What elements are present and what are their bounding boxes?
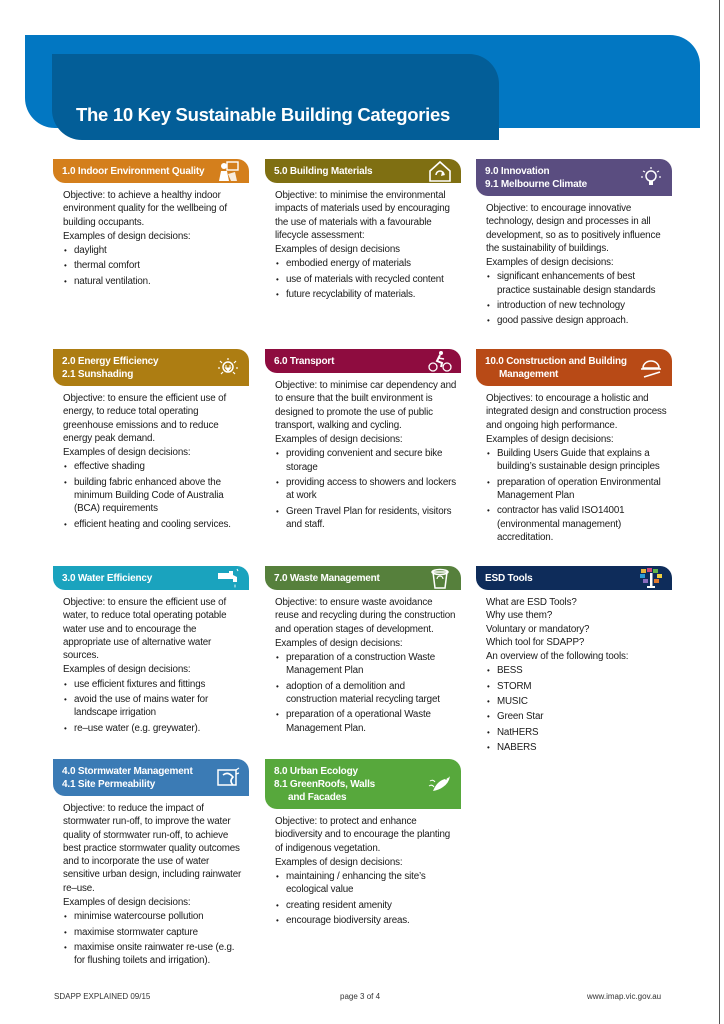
examples-label: Examples of design decisions:: [275, 637, 403, 649]
list-item: • contractor has valid ISO14001 (environmental management) accreditation.: [486, 504, 668, 544]
card-title-line: 5.0 Building Materials: [274, 166, 373, 177]
card-header: [53, 349, 249, 386]
lightbulb-icon: [638, 167, 664, 189]
list-item: • NatHERS: [486, 726, 668, 739]
esd-question: Which tool for SDAPP?: [486, 636, 585, 648]
list-item: • maximise onsite rainwater re-use (e.g. for flushing toilets and irrigation).: [63, 941, 245, 968]
footer-url[interactable]: www.imap.vic.gov.au: [587, 992, 662, 1001]
card-body: [53, 386, 249, 531]
list-item: • introduction of new technology: [486, 299, 668, 312]
card-title-line: 9.0 Innovation: [485, 166, 550, 177]
footer-left: SDAPP EXPLAINED 09/15: [54, 992, 151, 1001]
list-item: • preparation of operation Environmental Management Plan: [486, 476, 668, 503]
examples-list: [486, 270, 668, 327]
card-title-line: 4.1 Site Permeability: [62, 779, 156, 790]
list-item: • adoption of a demolition and construction material recycling target: [275, 680, 457, 707]
list-item: • effective shading: [63, 460, 245, 473]
list-item: • Green Star: [486, 710, 668, 723]
list-item: • maintaining / enhancing the site’s ecological value: [275, 870, 457, 897]
card-header: [265, 159, 461, 183]
card-objective: Objective: to achieve a healthy indoor environment quality for the wellbeing of building occupants.: [63, 190, 227, 228]
examples-label: Examples of design decisions:: [63, 664, 191, 676]
card-body: [265, 373, 461, 531]
list-item: • NABERS: [486, 741, 668, 754]
card-objective: Objective: to protect and enhance biodiversity and to encourage the planting of indigenous vegetation.: [275, 816, 451, 854]
list-item: • BESS: [486, 664, 668, 677]
examples-label: Examples of design decisions:: [63, 230, 191, 242]
list-item: • creating resident amenity: [275, 899, 457, 912]
card-title-line: 10.0 Construction and Building: [485, 356, 627, 367]
card-title-line: 8.1 GreenRoofs, Walls: [274, 779, 376, 790]
card-title-line: 8.0 Urban Ecology: [274, 766, 358, 777]
card-objective: Objective: to minimise the environmental impacts of materials used by encouraging the use of materials with a favourable lifecycle assessment:: [275, 190, 450, 241]
category-card-construction: [476, 349, 672, 546]
examples-list: [275, 447, 457, 531]
card-title-line: 9.1 Melbourne Climate: [485, 179, 587, 190]
card-body: [265, 183, 461, 301]
category-card-waste-management: [265, 566, 461, 737]
cyclist-icon: [427, 350, 453, 372]
card-header: [476, 349, 672, 386]
examples-label: Examples of design decisions:: [63, 897, 191, 909]
examples-list: [275, 651, 457, 735]
list-item: • building fabric enhanced above the minimum Building Code of Australia (BCA) requirements: [63, 476, 245, 516]
list-item: • embodied energy of materials: [275, 257, 457, 270]
list-item: • re–use water (e.g. greywater).: [63, 722, 245, 735]
card-title-line: 7.0 Waste Management: [274, 573, 380, 584]
category-card-building-materials: [265, 159, 461, 303]
card-body: [476, 386, 672, 544]
card-body: [53, 183, 249, 288]
examples-label: Examples of design decisions:: [63, 447, 191, 459]
list-item: • good passive design approach.: [486, 314, 668, 327]
list-item: • maximise stormwater capture: [63, 926, 245, 939]
tap-icon: [215, 567, 241, 589]
list-item: • daylight: [63, 244, 245, 257]
card-objective: Objective: to ensure waste avoidance reuse and recycling during the construction and operation stages of development.: [275, 597, 456, 635]
esd-question: What are ESD Tools?: [486, 597, 577, 608]
list-item: • future recyclability of materials.: [275, 288, 457, 301]
examples-list: [63, 910, 245, 967]
card-objective: Objective: to ensure the efficient use of energy, to reduce total operating greenhouse emissions and to reduce energy peak demand.: [63, 393, 227, 444]
stormwater-icon: [215, 767, 241, 789]
card-title-line: ESD Tools: [485, 573, 533, 584]
bin-icon: [427, 567, 453, 589]
bird-icon: [427, 773, 453, 795]
examples-label: Examples of design decisions:: [486, 257, 614, 269]
list-item: • efficient heating and cooling services.: [63, 518, 245, 531]
header-band-dark: [52, 54, 499, 140]
card-header: [53, 566, 249, 590]
examples-list: [63, 678, 245, 735]
card-header: [265, 349, 461, 373]
card-body: [476, 196, 672, 328]
examples-list: [63, 460, 245, 530]
hardhat-icon: [638, 357, 664, 379]
esd-question: Why use them?: [486, 610, 553, 622]
category-card-water-efficiency: [53, 566, 249, 737]
card-objective: Objective: to reduce the impact of stormwater run-off, to improve the water quality of stormwater run-off, to achieve best practice stormwater quality outcomes and to incorporate the use of water sensitive urban design, including rainwater re–use.: [63, 803, 242, 894]
card-body: [265, 590, 461, 735]
list-item: • MUSIC: [486, 695, 668, 708]
list-item: • avoid the use of mains water for landscape irrigation: [63, 693, 245, 720]
page-title: The 10 Key Sustainable Building Categories: [76, 104, 450, 125]
list-item: • providing access to showers and lockers at work: [275, 476, 457, 503]
category-card-indoor-environment: [53, 159, 249, 290]
category-card-innovation: [476, 159, 672, 330]
examples-list: [275, 870, 457, 927]
card-header: [476, 159, 672, 196]
category-card-transport: [265, 349, 461, 533]
list-item: • preparation of a operational Waste Management Plan.: [275, 708, 457, 735]
card-body: [265, 809, 461, 927]
category-card-energy-efficiency: [53, 349, 249, 533]
tools-tree-icon: [638, 567, 664, 589]
card-objective: Objective: to ensure the efficient use of water, to reduce total operating potable water use and to encourage the appropriate use of alternative water sources.: [63, 597, 227, 662]
examples-label: Examples of design decisions:: [275, 856, 403, 868]
list-item: • encourage biodiversity areas.: [275, 914, 457, 927]
recycle-house-icon: [427, 160, 453, 182]
footer-page-number: page 3 of 4: [340, 992, 381, 1001]
page-edge: [719, 0, 720, 1024]
list-item: • providing convenient and secure bike storage: [275, 447, 457, 474]
examples-label: Examples of design decisions:: [486, 433, 614, 445]
category-card-esd-tools: [476, 566, 672, 756]
category-card-urban-ecology: [265, 759, 461, 929]
card-title-line: 4.0 Stormwater Management: [62, 766, 193, 777]
card-body: [476, 590, 672, 754]
category-card-stormwater: [53, 759, 249, 970]
list-item: • Building Users Guide that explains a building’s sustainable design principles: [486, 447, 668, 474]
list-item: • use of materials with recycled content: [275, 273, 457, 286]
card-header: [53, 159, 249, 183]
card-objective: Objective: to encourage innovative technology, design and processes in all development, so as to positively influence the sustainability of buildings.: [486, 203, 661, 254]
card-body: [53, 796, 249, 968]
examples-list: [486, 664, 668, 754]
examples-list: [63, 244, 245, 288]
card-body: [53, 590, 249, 735]
list-item: • minimise watercourse pollution: [63, 910, 245, 923]
examples-label: An overview of the following tools:: [486, 651, 629, 663]
card-title-line: 1.0 Indoor Environment Quality: [62, 166, 205, 177]
list-item: • preparation of a construction Waste Management Plan: [275, 651, 457, 678]
examples-label: Examples of design decisions: [275, 244, 400, 256]
list-item: • thermal comfort: [63, 259, 245, 272]
card-header: [53, 759, 249, 796]
card-title-line: 6.0 Transport: [274, 356, 335, 367]
card-title-line: and Facades: [288, 792, 347, 803]
list-item: • natural ventilation.: [63, 275, 245, 288]
card-header: [265, 759, 461, 809]
examples-list: [275, 257, 457, 301]
card-header: [265, 566, 461, 590]
card-title-line: Management: [499, 369, 559, 380]
esd-question: Voluntary or mandatory?: [486, 623, 590, 635]
card-title-line: 2.0 Energy Efficiency: [62, 356, 159, 367]
card-objective: Objectives: to encourage a holistic and integrated design and construction process and ongoing high performance.: [486, 393, 667, 431]
card-title-line: 2.1 Sunshading: [62, 369, 134, 380]
people-indoor-icon: [215, 160, 241, 182]
examples-list: [486, 447, 668, 544]
examples-label: Examples of design decisions:: [275, 434, 403, 446]
list-item: • Green Travel Plan for residents, visitors and staff.: [275, 505, 457, 532]
list-item: • STORM: [486, 680, 668, 693]
list-item: • use efficient fixtures and fittings: [63, 678, 245, 691]
list-item: • significant enhancements of best practice sustainable design standards: [486, 270, 668, 297]
card-title-line: 3.0 Water Efficiency: [62, 573, 153, 584]
sun-plug-icon: [215, 357, 241, 379]
card-objective: Objective: to minimise car dependency and to ensure that the built environment is designed to promote the use of public transport, walking and cycling.: [275, 380, 457, 431]
card-header: [476, 566, 672, 590]
